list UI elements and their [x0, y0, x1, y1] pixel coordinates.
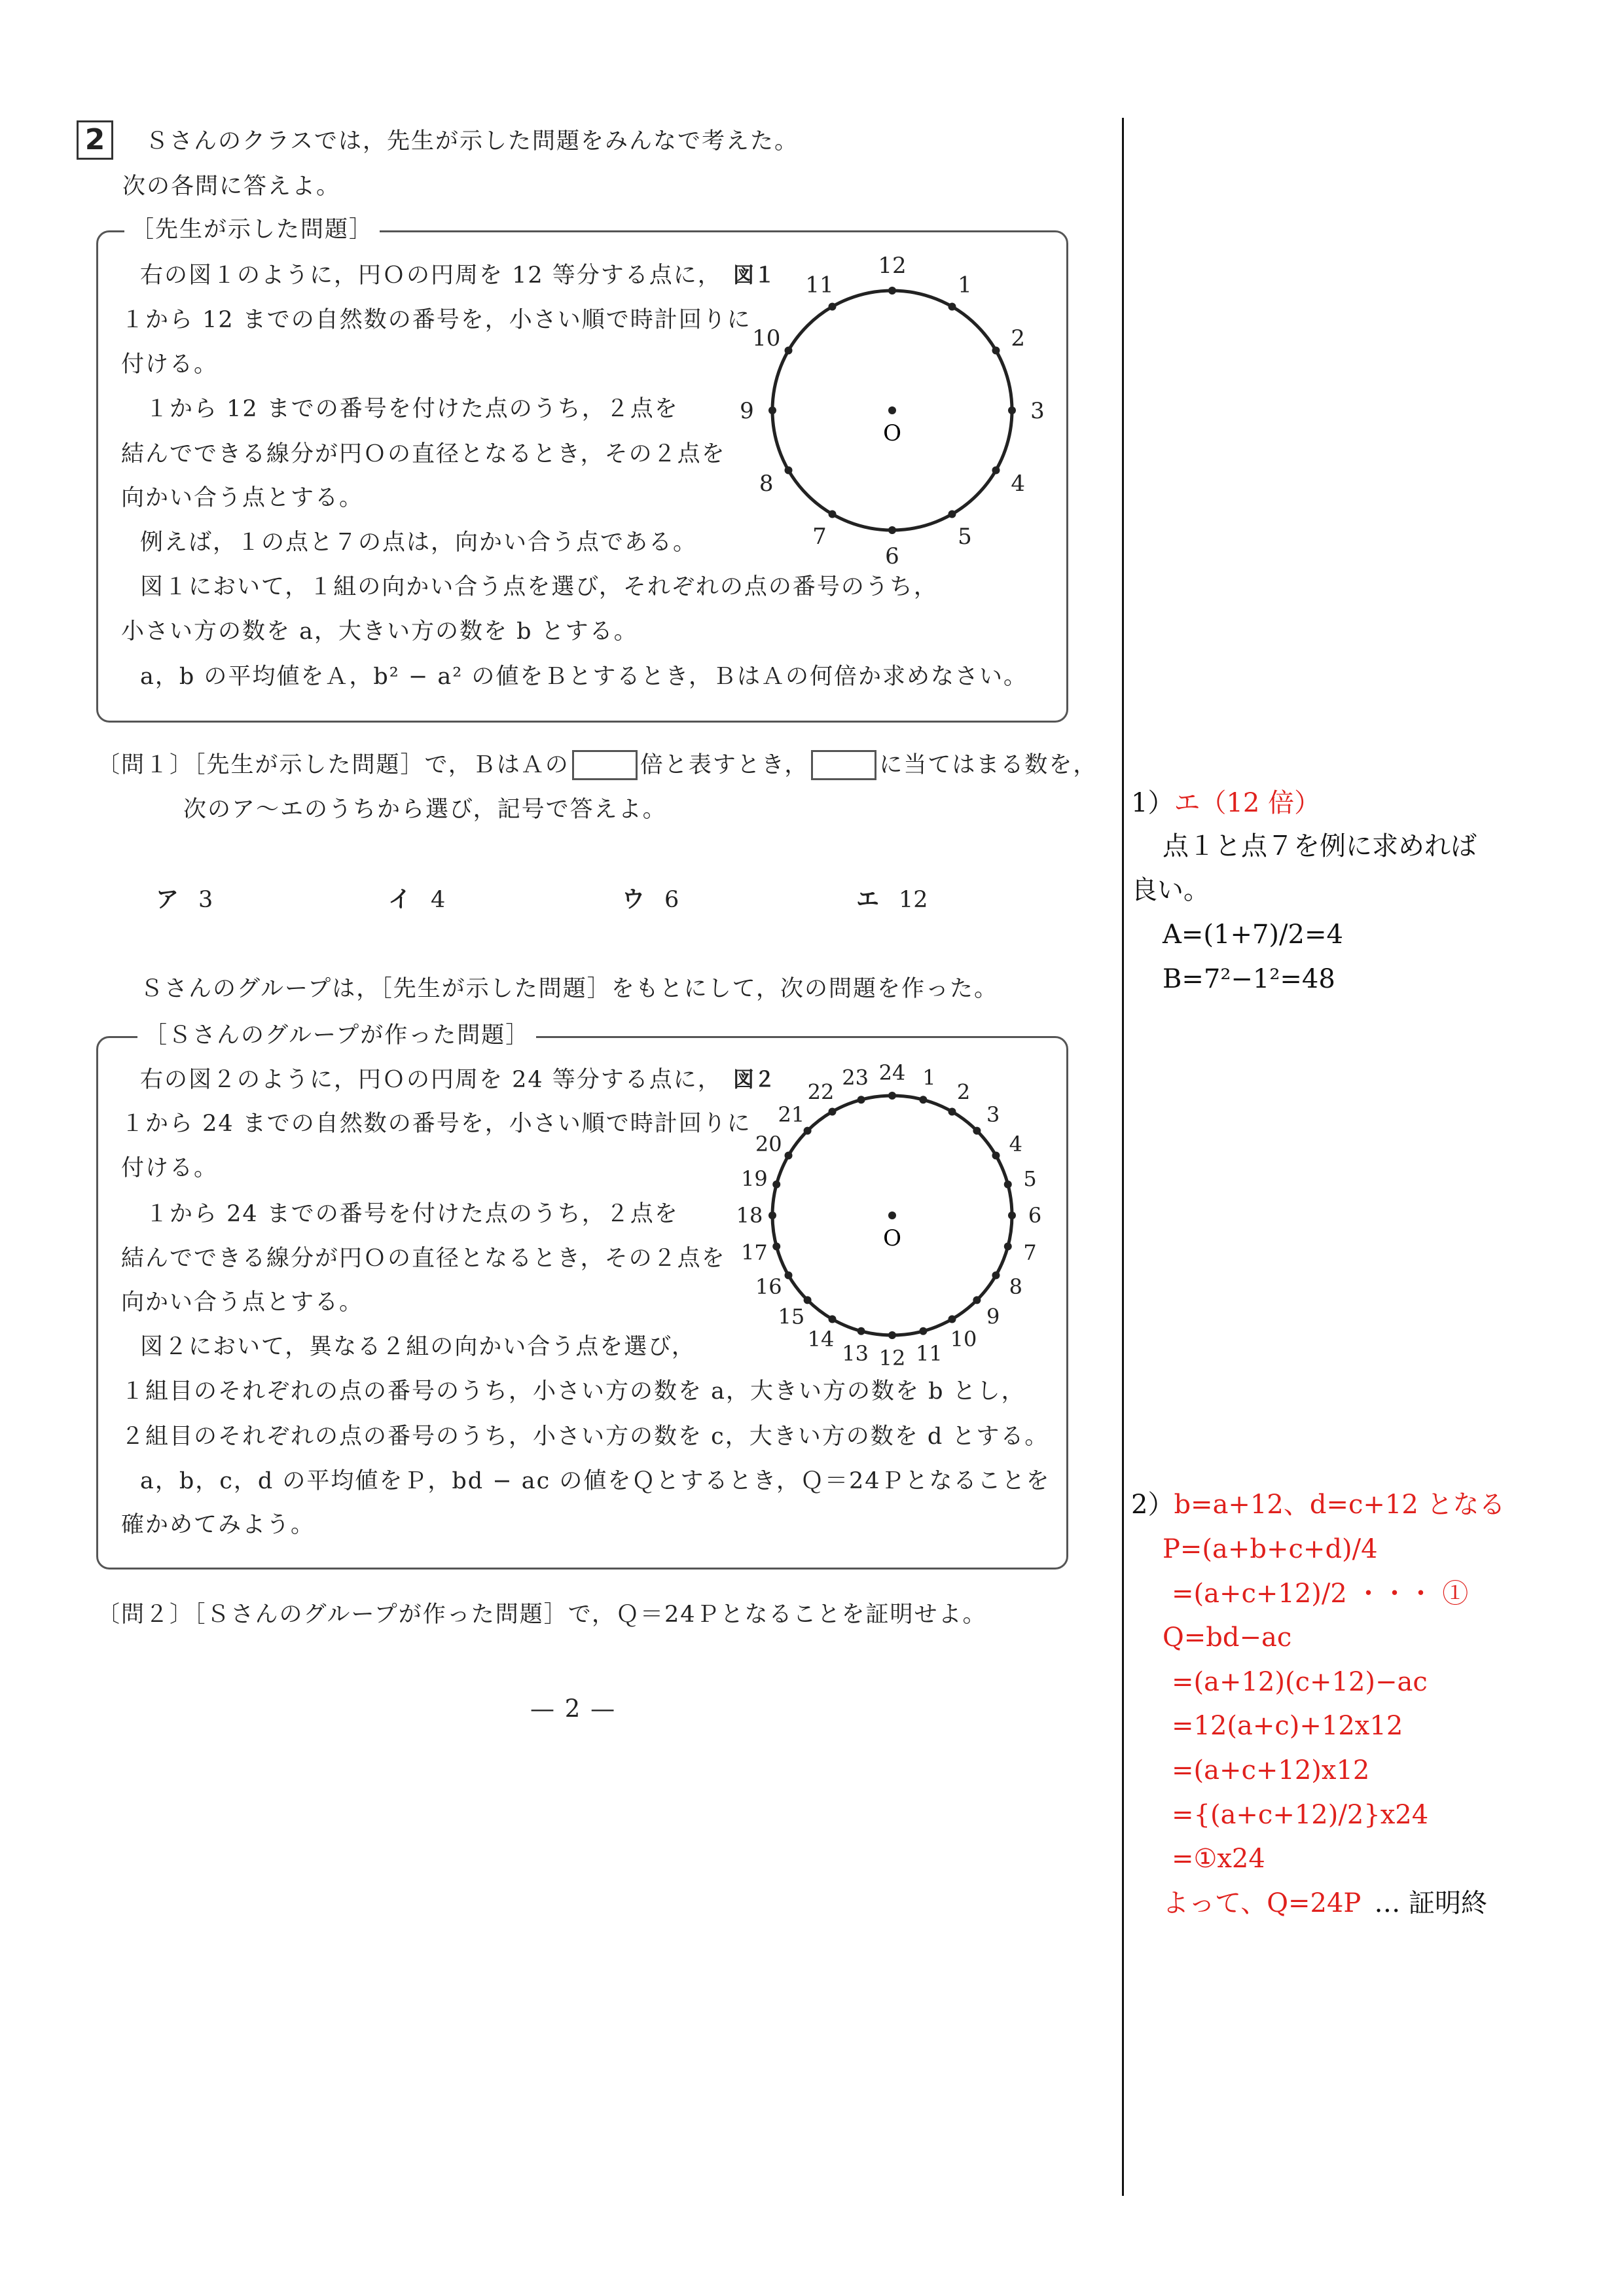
figure2-center-dot: [888, 1211, 896, 1219]
answer-column-divider: [1122, 118, 1124, 2196]
circle-point-dot: [948, 303, 956, 311]
figure2-label: 図２: [733, 1067, 776, 1092]
circle-point-dot: [804, 1296, 812, 1304]
group-line: 図２において，異なる２組の向かい合う点を選び，: [140, 1334, 696, 1360]
group-line: 確かめてみよう。: [121, 1512, 316, 1538]
circle-point-label: 1: [922, 1065, 936, 1090]
question1-text-part3: に当てはまる数を，: [879, 751, 1098, 778]
circle-point-label: 4: [1011, 470, 1026, 497]
circle-point-dot: [1004, 1181, 1012, 1189]
circle-point-dot: [768, 1211, 776, 1219]
circle-point-label: 24: [878, 1060, 906, 1086]
figure1-center-label: O: [883, 420, 901, 446]
circle-point-label: 5: [1023, 1166, 1037, 1191]
group-line: 向かい合う点とする。: [121, 1289, 364, 1316]
circle-point-label: 6: [885, 543, 899, 569]
answer1-header: [1131, 790, 1320, 816]
choice-u: ウ 6: [622, 887, 679, 913]
circle-point-dot: [973, 1296, 981, 1304]
answer2-header: [1131, 1492, 1506, 1518]
figure1-label: 図１: [733, 262, 776, 287]
circle-point-label: 5: [958, 524, 972, 550]
teacher-line: 例えば，１の点と７の点は，向かい合う点である。: [140, 529, 698, 556]
answer2-line3: =(a+c+12)/2 ・・・ ①: [1172, 1579, 1469, 1609]
problem-number: 2: [77, 120, 113, 160]
circle-point-dot: [948, 510, 956, 518]
circle-point-label: 17: [741, 1240, 768, 1265]
circle-point-label: 11: [805, 272, 834, 298]
circle-point-label: 19: [741, 1166, 768, 1191]
circle-point-dot: [772, 1242, 780, 1250]
group-line: ２組目のそれぞれの点の番号のうち，小さい方の数を c，大きい方の数を d とする。: [121, 1424, 1049, 1450]
answer-blank-box: [811, 750, 876, 780]
circle-point-label: 12: [878, 255, 907, 279]
group-intro: Ｓさんのグループは，［先生が示した問題］をもとにして，次の問題を作った。: [140, 976, 999, 1002]
figure2-center-label: O: [883, 1225, 901, 1251]
teacher-line: 結んでできる線分が円Ｏの直径となるとき，その２点を: [121, 441, 726, 467]
circle-point-label: 2: [956, 1079, 971, 1105]
circle-point-label: 3: [986, 1102, 1000, 1128]
answer2-line4: Q=bd−ac: [1163, 1623, 1292, 1653]
answer2-conclusion-red: よって、Q=24P: [1163, 1888, 1362, 1918]
answer2-conclusion: [1163, 1890, 1487, 1916]
circle-point-dot: [888, 1331, 896, 1339]
circle-point-label: 8: [1009, 1274, 1022, 1300]
group-line: 結んでできる線分が円Ｏの直径となるとき，その２点を: [121, 1246, 726, 1272]
circle-point-dot: [992, 1152, 1000, 1160]
answer2-conclusion-black: … 証明終: [1374, 1888, 1488, 1918]
circle-point-dot: [919, 1327, 927, 1335]
circle-point-label: 20: [755, 1132, 782, 1157]
circle-point-label: 4: [1009, 1132, 1022, 1157]
circle-point-dot: [804, 1127, 812, 1135]
answer2-line2: P=(a+b+c+d)/4: [1163, 1534, 1378, 1564]
answer1-line4: A=(1+7)/2=4: [1163, 920, 1343, 950]
circle-point-dot: [829, 510, 837, 518]
question2: 〔問２〕［Ｓさんのグループが作った問題］で，Ｑ＝24Ｐとなることを証明せよ。: [97, 1602, 987, 1628]
circle-point-label: 10: [752, 325, 781, 351]
circle-point-label: 21: [778, 1102, 805, 1128]
answer-blank-box: [572, 750, 638, 780]
group-line: 付ける。: [121, 1155, 219, 1181]
circle-point-dot: [829, 1108, 837, 1116]
circle-point-dot: [785, 1152, 793, 1160]
circle-point-dot: [772, 1181, 780, 1189]
circle-point-label: 8: [759, 470, 774, 497]
choice-a: ア 3: [156, 887, 213, 913]
teacher-problem-label: ［先生が示した問題］: [124, 219, 380, 242]
circle-point-label: 9: [740, 397, 754, 424]
circle-point-dot: [768, 406, 776, 414]
circle-point-dot: [948, 1108, 956, 1116]
circle-point-label: 18: [736, 1203, 763, 1229]
group-line: １組目のそれぞれの点の番号のうち，小さい方の数を a，大きい方の数を b とし，: [121, 1378, 1026, 1405]
circle-point-label: 23: [842, 1065, 869, 1090]
circle-point-dot: [973, 1127, 981, 1135]
answer2-prefix: 2）: [1131, 1490, 1174, 1520]
answer2-line1: b=a+12、d=c+12 となる: [1174, 1490, 1506, 1520]
circle-point-label: 7: [812, 524, 827, 550]
circle-point-label: 9: [986, 1304, 1000, 1329]
circle-point-label: 3: [1030, 397, 1045, 424]
circle-point-label: 6: [1028, 1203, 1042, 1229]
circle-point-dot: [1004, 1242, 1012, 1250]
group-line: 右の図２のように，円Ｏの円周を 24 等分する点に，: [140, 1067, 722, 1093]
teacher-line: a，b の平均値をＡ，b² − a² の値をＢとするとき，ＢはＡの何倍か求めなさい。: [140, 664, 1028, 690]
circle-point-label: 22: [807, 1079, 835, 1105]
circle-point-dot: [857, 1327, 865, 1335]
figure1-center-dot: [888, 406, 896, 414]
choice-i: イ 4: [388, 887, 446, 913]
teacher-line: 図１において，１組の向かい合う点を選び，それぞれの点の番号のうち，: [140, 574, 938, 600]
circle-point-dot: [829, 303, 837, 311]
circle-point-dot: [992, 467, 1000, 475]
answer2-line5: =(a+12)(c+12)−ac: [1172, 1667, 1428, 1697]
question1-text-part2: 倍と表すとき，: [640, 751, 809, 778]
figure1-circle-diagram: [720, 255, 1047, 569]
teacher-line: 付ける。: [121, 351, 219, 378]
circle-point-dot: [992, 1272, 1000, 1280]
circle-point-dot: [829, 1315, 837, 1323]
circle-point-dot: [992, 347, 1000, 355]
circle-point-dot: [919, 1096, 927, 1103]
circle-point-dot: [857, 1096, 865, 1103]
circle-point-dot: [785, 467, 793, 475]
circle-point-dot: [1008, 1211, 1016, 1219]
circle-point-dot: [785, 1272, 793, 1280]
group-line: １から 24 までの自然数の番号を，小さい順で時計回りに: [121, 1111, 751, 1137]
question1-text-part1: 〔問１〕［先生が示した問題］で，ＢはＡの: [97, 751, 569, 778]
group-problem-label: ［Ｓさんのグループが作った問題］: [137, 1024, 536, 1047]
answer2-line6: =12(a+c)+12x12: [1172, 1711, 1403, 1741]
problem-intro-line2: 次の各問に答えよ。: [122, 173, 341, 200]
circle-point-label: 11: [916, 1340, 943, 1366]
answer1-line2: 点１と点７を例に求めれば: [1163, 831, 1477, 861]
answer1-prefix: 1）: [1131, 788, 1174, 818]
circle-point-label: 15: [778, 1304, 805, 1329]
circle-point-label: 2: [1011, 325, 1026, 351]
page-number: — 2 —: [530, 1695, 617, 1723]
circle-point-dot: [888, 1092, 896, 1100]
circle-point-label: 13: [842, 1340, 869, 1366]
teacher-line: 右の図１のように，円Ｏの円周を 12 等分する点に，: [140, 262, 722, 289]
circle-point-label: 16: [755, 1274, 782, 1300]
circle-point-dot: [888, 526, 896, 534]
teacher-line: 向かい合う点とする。: [121, 485, 364, 511]
circle-point-label: 7: [1023, 1240, 1037, 1265]
circle-point-label: 12: [878, 1346, 906, 1371]
circle-point-label: 1: [958, 272, 972, 298]
answer1-answer: エ（12 倍）: [1174, 788, 1321, 818]
circle-point-dot: [888, 287, 896, 295]
teacher-line: １から 12 までの番号を付けた点のうち，２点を: [145, 396, 679, 422]
question1-line2: 次のア〜エのうちから選び，記号で答えよ。: [183, 797, 667, 823]
teacher-line: 小さい方の数を a，大きい方の数を b とする。: [121, 619, 638, 645]
circle-point-dot: [1008, 406, 1016, 414]
circle-point-label: 14: [807, 1326, 835, 1352]
circle-point-dot: [785, 347, 793, 355]
circle-point-label: 10: [950, 1326, 977, 1352]
group-line: a，b，c，d の平均値をＰ，bd − ac の値をＱとするとき，Ｑ＝24Ｐとなることを: [140, 1468, 1051, 1494]
answer1-line3: 良い。: [1131, 875, 1210, 905]
question1-line1: [97, 750, 1097, 780]
choice-e: エ 12: [856, 887, 928, 913]
teacher-line: １から 12 までの自然数の番号を，小さい順で時計回りに: [121, 307, 751, 333]
answer2-line7: =(a+c+12)x12: [1172, 1755, 1370, 1785]
answer2-line8: ={(a+c+12)/2}x24: [1172, 1800, 1429, 1830]
problem-intro-line1: Ｓさんのクラスでは，先生が示した問題をみんなで考えた。: [145, 128, 799, 154]
answer2-line9: =①x24: [1172, 1844, 1265, 1874]
circle-point-dot: [948, 1315, 956, 1323]
answer1-line5: B=7²−1²=48: [1163, 964, 1335, 994]
group-line: １から 24 までの番号を付けた点のうち，２点を: [145, 1201, 679, 1227]
figure2-circle-diagram: [720, 1060, 1047, 1374]
